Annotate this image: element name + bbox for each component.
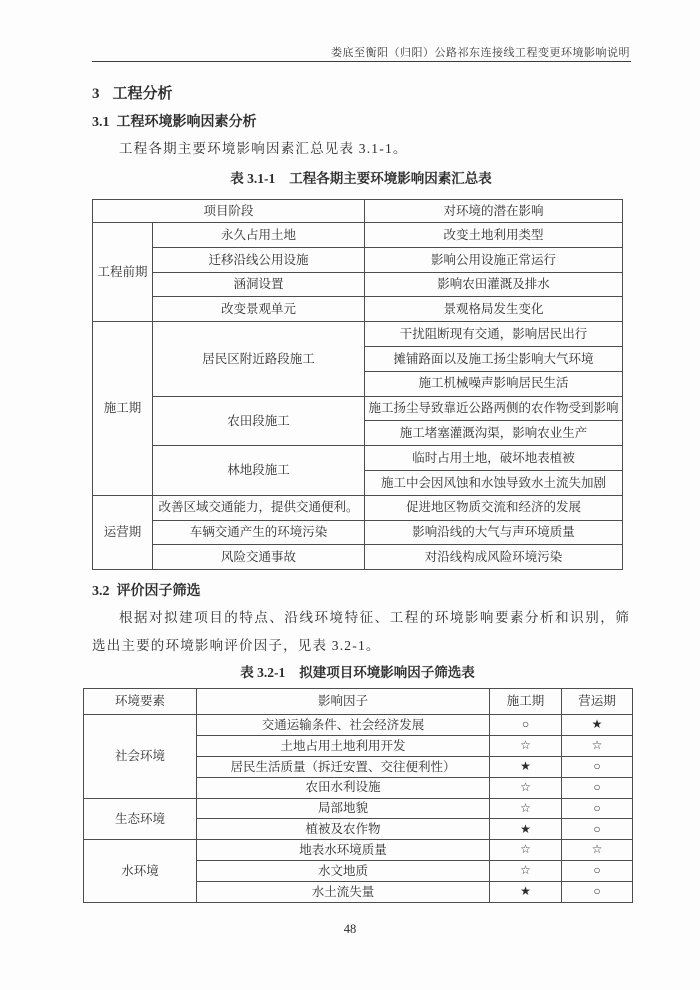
impact-cell: 影响农田灌溉及排水 — [365, 272, 623, 297]
table-row — [93, 223, 623, 248]
impact-cell: 施工中会因风蚀和水蚀导致水土流失加剧 — [365, 470, 623, 495]
factor-cell: 水土流失量 — [197, 882, 490, 903]
construction-rating: ★ — [490, 756, 562, 777]
operation-rating: ○ — [562, 756, 633, 777]
operation-rating: ○ — [562, 777, 633, 798]
phase-cell: 施工期 — [93, 322, 153, 496]
activity-cell: 车辆交通产生的环境污染 — [153, 520, 365, 545]
operation-rating: ☆ — [562, 840, 633, 861]
table-row — [93, 247, 623, 272]
phase-cell: 运营期 — [93, 495, 153, 569]
operation-rating: ○ — [562, 861, 633, 882]
impact-summary-table — [92, 199, 623, 570]
impact-cell: 促进地区物质交流和经济的发展 — [365, 495, 623, 520]
table-row — [93, 396, 623, 421]
table-row — [84, 840, 633, 861]
impact-cell: 景观格局发生变化 — [365, 297, 623, 322]
construction-rating: ☆ — [490, 777, 562, 798]
impact-cell: 影响沿线的大气与声环境质量 — [365, 520, 623, 545]
table-3-2-1-caption-label: 表 3.2-1 — [240, 665, 286, 680]
operation-rating: ○ — [562, 882, 633, 903]
impact-cell: 对沿线构成风险环境污染 — [365, 545, 623, 570]
operation-rating: ○ — [562, 819, 633, 840]
impact-cell: 影响公用设施正常运行 — [365, 247, 623, 272]
table-row — [93, 446, 623, 471]
header-impact-cell: 对环境的潜在影响 — [365, 200, 623, 223]
header-factor-cell: 影响因子 — [197, 689, 490, 715]
factor-cell: 水文地质 — [197, 861, 490, 882]
table-header-row — [84, 689, 633, 715]
header-element-cell: 环境要素 — [84, 689, 197, 715]
table-row — [93, 322, 623, 347]
section-3-title: 工程分析 — [112, 86, 173, 102]
table-row — [93, 545, 623, 570]
element-cell: 生态环境 — [84, 798, 197, 840]
activity-cell: 改善区域交通能力，提供交通便利。 — [153, 495, 365, 520]
activity-cell: 农田段施工 — [153, 396, 365, 446]
table-3-1-1-caption — [92, 167, 630, 187]
operation-rating: ★ — [562, 715, 633, 736]
element-cell: 社会环境 — [84, 715, 197, 799]
activity-cell: 改变景观单元 — [153, 297, 365, 322]
table-header-row — [93, 200, 623, 223]
section-3-1-paragraph: 工程各期主要环境影响因素汇总见表 3.1-1。 — [119, 141, 408, 156]
construction-rating: ☆ — [490, 840, 562, 861]
operation-rating: ○ — [562, 798, 633, 819]
table-row — [93, 297, 623, 322]
header-construction-cell: 施工期 — [490, 689, 562, 715]
phase-cell: 工程前期 — [93, 223, 153, 322]
factor-cell: 土地占用土地利用开发 — [197, 735, 490, 756]
table-3-2-1-caption — [83, 661, 632, 681]
construction-rating: ☆ — [490, 735, 562, 756]
section-3-number: 3 — [92, 86, 100, 102]
table-3-1-1-caption-title: 工程各期主要环境影响因素汇总表 — [289, 171, 492, 186]
table-row — [93, 495, 623, 520]
section-3-1-heading — [92, 111, 257, 131]
activity-cell: 风险交通事故 — [153, 545, 365, 570]
factor-cell: 地表水环境质量 — [197, 840, 490, 861]
table-row — [84, 715, 633, 736]
impact-cell: 干扰阻断现有交通，影响居民出行 — [365, 322, 623, 347]
activity-cell: 永久占用土地 — [153, 223, 365, 248]
header-stage-cell: 项目阶段 — [93, 200, 365, 223]
impact-cell: 施工机械噪声影响居民生活 — [365, 371, 623, 396]
table-row — [93, 272, 623, 297]
activity-cell: 林地段施工 — [153, 446, 365, 496]
factor-cell: 局部地貌 — [197, 798, 490, 819]
section-3-2-title: 评价因子筛选 — [116, 584, 201, 599]
factor-cell: 植被及农作物 — [197, 819, 490, 840]
header-rule — [92, 61, 631, 62]
construction-rating: ★ — [490, 882, 562, 903]
running-header: 娄底至衡阳（归阳）公路祁东连接线工程变更环境影响说明 — [331, 47, 630, 59]
factor-cell: 农田水利设施 — [197, 777, 490, 798]
operation-rating: ☆ — [562, 735, 633, 756]
header-operation-cell: 营运期 — [562, 689, 633, 715]
section-3-2-paragraph: 根据对拟建项目的特点、沿线环境特征、工程的环境影响要素分析和识别，筛选出主要的环境影响评价因子，见表 3.2-1。 — [92, 610, 630, 653]
impact-cell: 临时占用土地，破坏地表植被 — [365, 446, 623, 471]
section-3-2-number: 3.2 — [92, 584, 110, 599]
section-3-1-title: 工程环境影响因素分析 — [116, 115, 257, 130]
element-cell: 水环境 — [84, 840, 197, 903]
impact-cell: 摊铺路面以及施工扬尘影响大气环境 — [365, 346, 623, 371]
construction-rating: ○ — [490, 715, 562, 736]
impact-cell: 改变土地利用类型 — [365, 223, 623, 248]
activity-cell: 迁移沿线公用设施 — [153, 247, 365, 272]
activity-cell: 居民区附近路段施工 — [153, 322, 365, 396]
section-3-heading — [92, 82, 173, 103]
table-row — [84, 798, 633, 819]
factor-cell: 居民生活质量（拆迁安置、交往便利性） — [197, 756, 490, 777]
table-3-2-1-caption-title: 拟建项目环境影响因子筛选表 — [299, 665, 475, 680]
construction-rating: ☆ — [490, 798, 562, 819]
page-number: 48 — [343, 922, 357, 936]
factor-screening-table — [83, 688, 633, 903]
construction-rating: ☆ — [490, 861, 562, 882]
activity-cell: 涵洞设置 — [153, 272, 365, 297]
impact-cell: 施工扬尘导致靠近公路两侧的农作物受到影响 — [365, 396, 623, 421]
section-3-2-heading — [92, 580, 201, 600]
construction-rating: ★ — [490, 819, 562, 840]
section-3-1-number: 3.1 — [92, 115, 110, 130]
impact-cell: 施工堵塞灌溉沟渠，影响农业生产 — [365, 421, 623, 446]
factor-cell: 交通运输条件、社会经济发展 — [197, 715, 490, 736]
table-row — [93, 520, 623, 545]
table-3-1-1-caption-label: 表 3.1-1 — [230, 171, 276, 186]
